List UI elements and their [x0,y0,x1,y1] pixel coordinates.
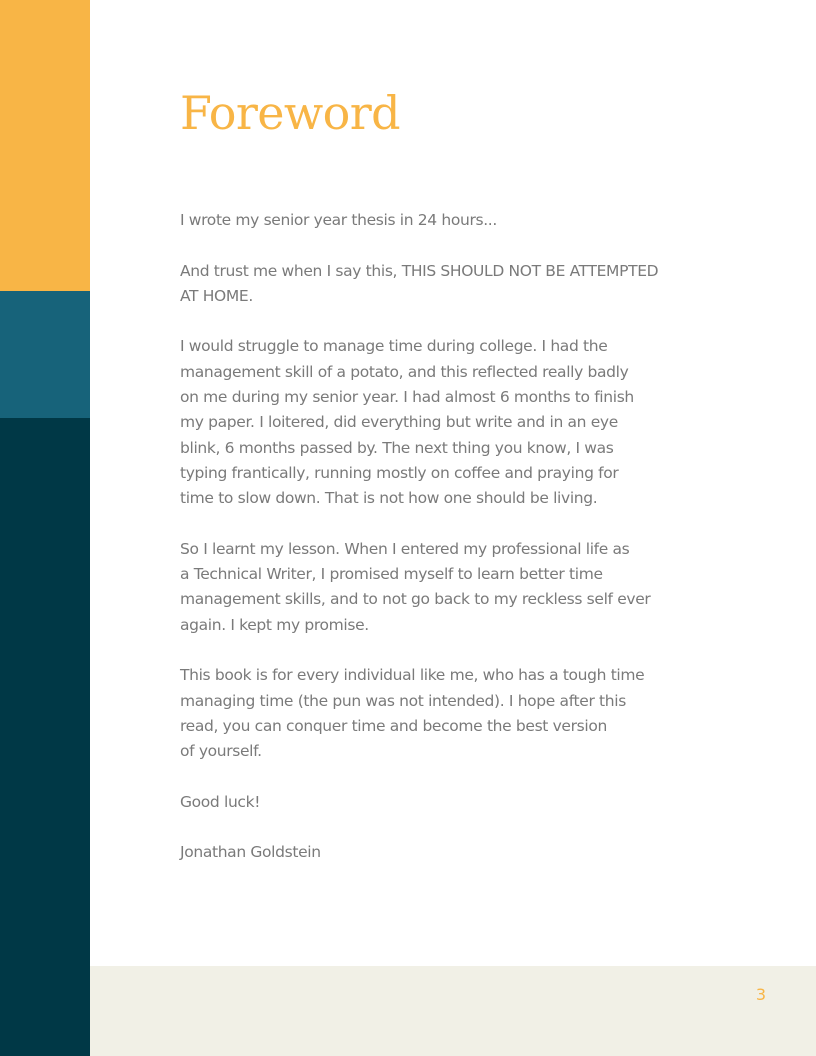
footer-strip [90,966,816,1056]
side-band-dark-teal [0,418,90,1056]
paragraph-lesson: So I learnt my lesson. When I entered my professional life as a Technical Writer, I promised myself to learn better time management skills, and to not go back to my reckless self ever again. I kept my promise. [180,539,651,634]
foreword-body [180,208,720,891]
side-band-teal [0,291,90,418]
page-number: 3 [755,985,766,1004]
paragraph-purpose: This book is for every individual like me, who has a tough time managing time (the pun was not intended). I hope after this read, you can conquer time and become the best version of yourself. [180,666,645,761]
author-signature: Jonathan Goldstein [180,843,321,862]
paragraph-college-story: I would struggle to manage time during college. I had the management skill of a potato, and this reflected really badly on me during my senior year. I had almost 6 months to finish my paper. I loitered, did everything but write and in an eye blink, 6 months passed by. The next thing you know, I was typing frantically, running mostly on coffee and praying for time to slow down. That is not how one should be living. [180,337,634,508]
paragraph-intro: I wrote my senior year thesis in 24 hours... [180,211,497,229]
side-band-yellow [0,0,90,291]
paragraph-warning: And trust me when I say this, THIS SHOULD NOT BE ATTEMPTED AT HOME. [180,261,659,305]
paragraph-good-luck: Good luck! [180,792,261,811]
page-title: Foreword [180,86,401,140]
